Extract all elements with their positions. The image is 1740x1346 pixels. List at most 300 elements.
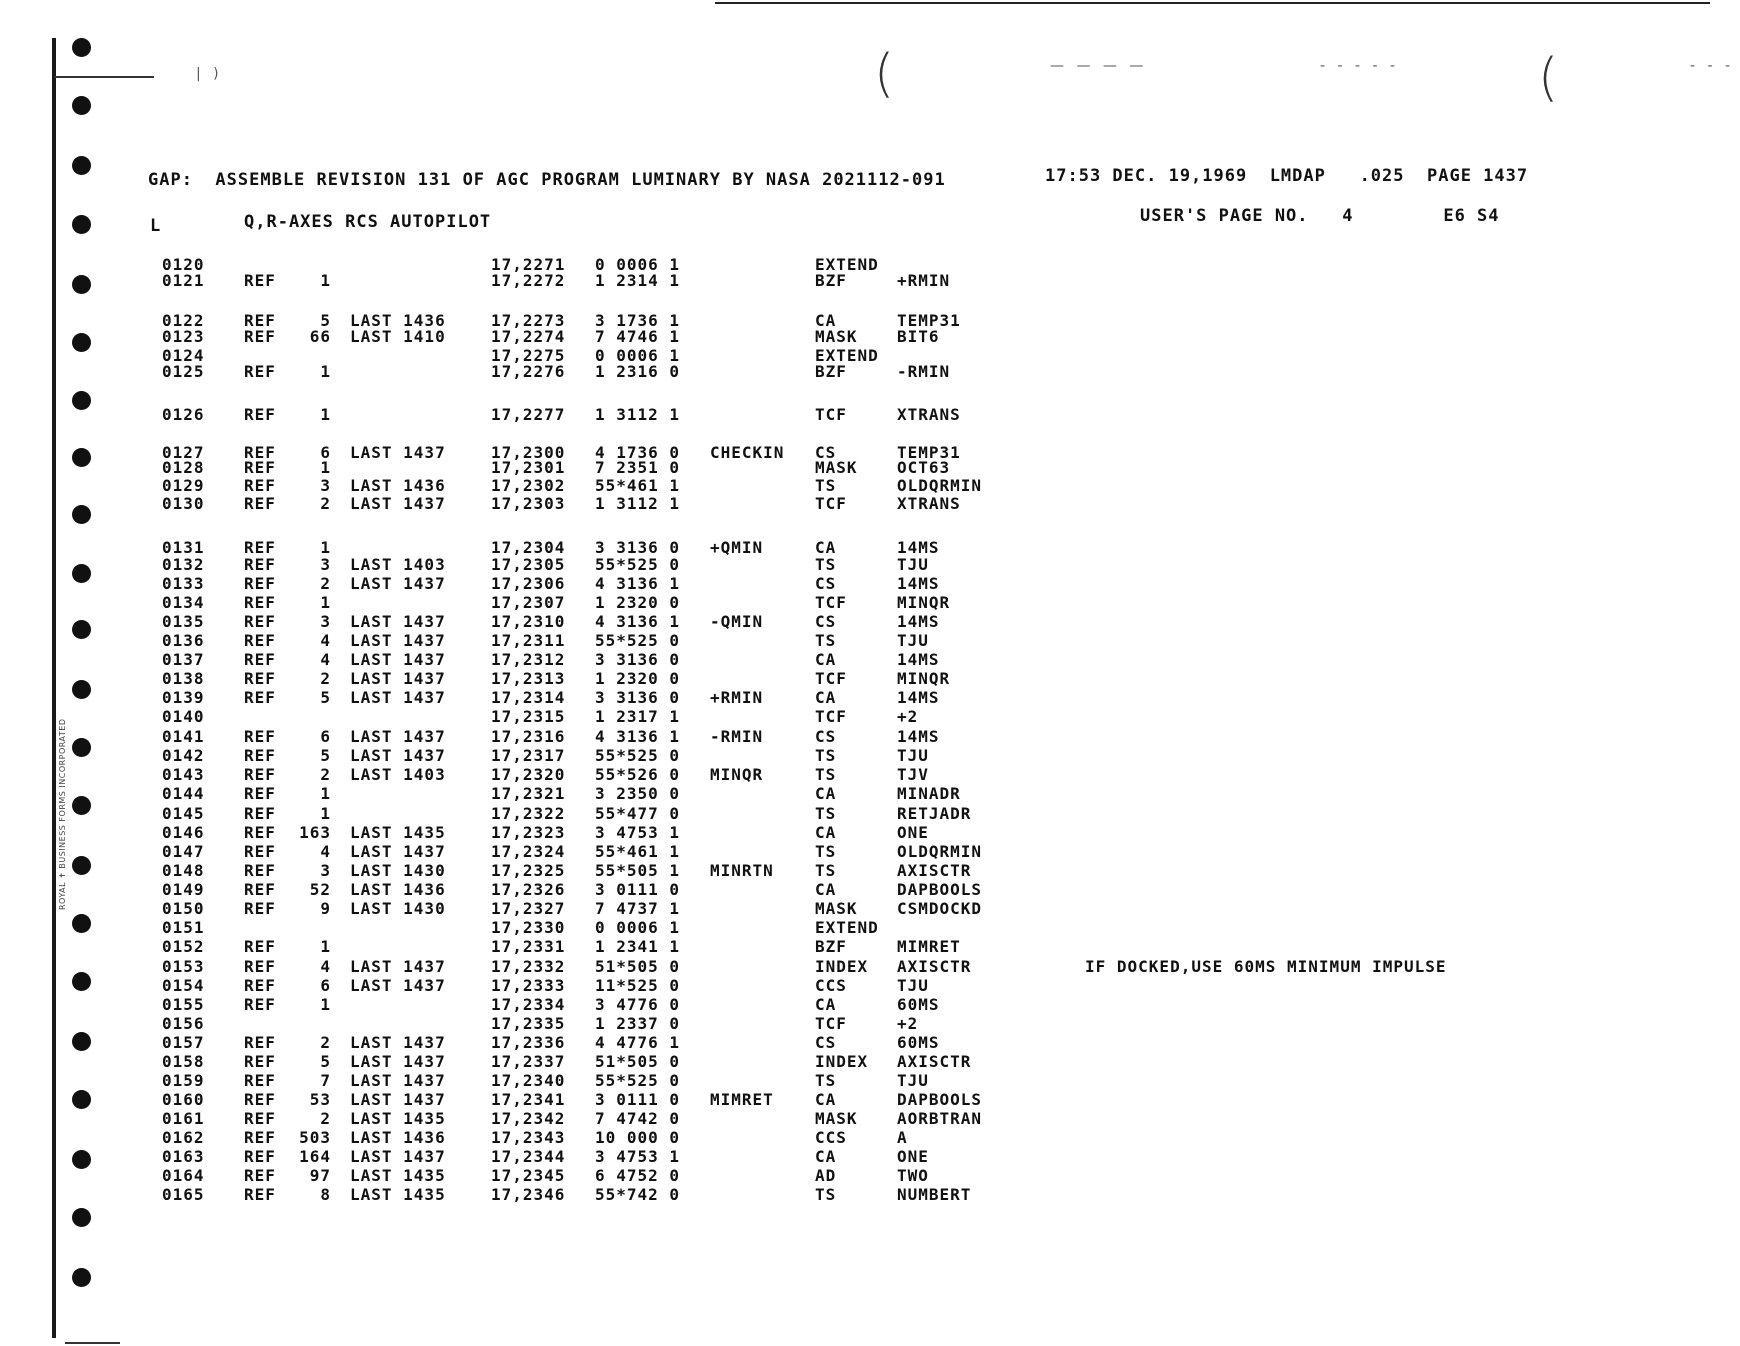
object-code: 55*525 0 (595, 1071, 681, 1090)
address: 17,2276 (491, 362, 566, 381)
ref-count: 2 (320, 494, 331, 513)
address: 17,2301 (491, 458, 566, 477)
symbol-label: +RMIN (710, 688, 764, 707)
operand: AXISCTR (897, 957, 972, 976)
object-code: 55*525 0 (595, 555, 681, 574)
feed-hole (72, 156, 91, 175)
ref-count: 53 (309, 1090, 331, 1109)
table-row (0, 918, 1740, 938)
operand: TJU (897, 976, 929, 995)
opcode: TCF (815, 593, 847, 612)
line-number: 0138 (162, 669, 205, 688)
address: 17,2333 (491, 976, 566, 995)
top-rule (715, 2, 1710, 4)
ref-count: 1 (320, 271, 331, 290)
operand: RETJADR (897, 804, 972, 823)
table-row (0, 688, 1740, 708)
address: 17,2271 (491, 255, 566, 274)
header-timestamp: 17:53 DEC. 19,1969 LMDAP .025 PAGE 1437 (1045, 166, 1529, 186)
opcode: TS (815, 1071, 837, 1090)
table-row (0, 1033, 1740, 1053)
opcode: CA (815, 995, 837, 1014)
ref-count: 1 (320, 362, 331, 381)
operand: AXISCTR (897, 1052, 972, 1071)
address: 17,2306 (491, 574, 566, 593)
ref-count: 2 (320, 574, 331, 593)
operand: 14MS (897, 727, 940, 746)
ref-label: REF (244, 976, 276, 995)
line-number: 0152 (162, 937, 205, 956)
ref-count: 6 (320, 727, 331, 746)
last-page: LAST 1437 (350, 727, 446, 746)
line-number: 0120 (162, 255, 205, 274)
ref-label: REF (244, 574, 276, 593)
address: 17,2300 (491, 443, 566, 462)
opcode: BZF (815, 271, 847, 290)
ref-count: 5 (320, 688, 331, 707)
ref-count: 3 (320, 555, 331, 574)
last-page: LAST 1437 (350, 650, 446, 669)
symbol-label: MIMRET (710, 1090, 774, 1109)
address: 17,2326 (491, 880, 566, 899)
address: 17,2310 (491, 612, 566, 631)
object-code: 4 4776 1 (595, 1033, 681, 1052)
operand: 14MS (897, 574, 940, 593)
last-page: LAST 1430 (350, 861, 446, 880)
last-page: LAST 1437 (350, 1147, 446, 1166)
line-number: 0130 (162, 494, 205, 513)
opcode: CA (815, 880, 837, 899)
operand: XTRANS (897, 494, 961, 513)
operand: MINQR (897, 593, 951, 612)
last-page: LAST 1437 (350, 574, 446, 593)
address: 17,2273 (491, 311, 566, 330)
object-code: 55*525 0 (595, 746, 681, 765)
object-code: 3 3136 0 (595, 650, 681, 669)
line-number: 0157 (162, 1033, 205, 1052)
table-row (0, 631, 1740, 651)
operand: TJU (897, 746, 929, 765)
object-code: 4 3136 1 (595, 727, 681, 746)
ref-label: REF (244, 1147, 276, 1166)
last-page: LAST 1437 (350, 688, 446, 707)
table-row (0, 1166, 1740, 1186)
table-row (0, 271, 1740, 291)
object-code: 3 2350 0 (595, 784, 681, 803)
address: 17,2323 (491, 823, 566, 842)
scan-mark: - - - (1690, 58, 1735, 74)
last-page: LAST 1436 (350, 880, 446, 899)
operand: ONE (897, 823, 929, 842)
object-code: 55*526 0 (595, 765, 681, 784)
ref-count: 2 (320, 1033, 331, 1052)
object-code: 7 4742 0 (595, 1109, 681, 1128)
line-number: 0121 (162, 271, 205, 290)
opcode: TS (815, 1185, 837, 1204)
line-number: 0146 (162, 823, 205, 842)
table-row (0, 458, 1740, 478)
line-number: 0165 (162, 1185, 205, 1204)
address: 17,2304 (491, 538, 566, 557)
scan-mark: ( (874, 44, 895, 104)
ref-label: REF (244, 538, 276, 557)
ref-label: REF (244, 271, 276, 290)
object-code: 0 0006 1 (595, 346, 681, 365)
ref-label: REF (244, 937, 276, 956)
last-page: LAST 1435 (350, 823, 446, 842)
ref-label: REF (244, 494, 276, 513)
ref-count: 52 (309, 880, 331, 899)
table-row (0, 574, 1740, 594)
operand: TJV (897, 765, 929, 784)
operand: 14MS (897, 688, 940, 707)
object-code: 3 3136 0 (595, 688, 681, 707)
address: 17,2302 (491, 476, 566, 495)
address: 17,2317 (491, 746, 566, 765)
ref-count: 7 (320, 1071, 331, 1090)
ref-label: REF (244, 1109, 276, 1128)
ref-label: REF (244, 311, 276, 330)
opcode: CA (815, 1147, 837, 1166)
line-number: 0148 (162, 861, 205, 880)
last-page: LAST 1403 (350, 555, 446, 574)
operand: +RMIN (897, 271, 951, 290)
line-number: 0141 (162, 727, 205, 746)
table-row (0, 1014, 1740, 1034)
table-row (0, 707, 1740, 727)
ref-count: 2 (320, 669, 331, 688)
opcode: CA (815, 1090, 837, 1109)
last-page: LAST 1437 (350, 443, 446, 462)
operand: BIT6 (897, 327, 940, 346)
feed-hole (72, 38, 91, 57)
opcode: INDEX (815, 1052, 869, 1071)
operand: OCT63 (897, 458, 951, 477)
operand: DAPBOOLS (897, 1090, 983, 1109)
object-code: 6 4752 0 (595, 1166, 681, 1185)
symbol-label: CHECKIN (710, 443, 785, 462)
ref-count: 3 (320, 476, 331, 495)
last-page: LAST 1437 (350, 631, 446, 650)
ref-label: REF (244, 476, 276, 495)
opcode: TS (815, 555, 837, 574)
address: 17,2274 (491, 327, 566, 346)
ref-count: 163 (299, 823, 331, 842)
table-row (0, 612, 1740, 632)
opcode: CCS (815, 1128, 847, 1147)
address: 17,2272 (491, 271, 566, 290)
ref-label: REF (244, 1071, 276, 1090)
address: 17,2315 (491, 707, 566, 726)
opcode: EXTEND (815, 255, 879, 274)
address: 17,2330 (491, 918, 566, 937)
side-print: ROYAL ✝ BUSINESS FORMS INCORPORATED (58, 718, 67, 910)
table-row (0, 476, 1740, 496)
last-page: LAST 1437 (350, 1033, 446, 1052)
bottom-tick (65, 1342, 120, 1344)
address: 17,2277 (491, 405, 566, 424)
object-code: 1 3112 1 (595, 494, 681, 513)
opcode: EXTEND (815, 346, 879, 365)
ref-count: 4 (320, 957, 331, 976)
ref-label: REF (244, 1128, 276, 1147)
object-code: 1 2317 1 (595, 707, 681, 726)
table-row (0, 746, 1740, 766)
address: 17,2335 (491, 1014, 566, 1033)
scan-mark: | ) (196, 66, 223, 82)
opcode: TS (815, 842, 837, 861)
ref-count: 164 (299, 1147, 331, 1166)
ref-count: 1 (320, 804, 331, 823)
last-page: LAST 1437 (350, 842, 446, 861)
opcode: CA (815, 650, 837, 669)
line-number: 0139 (162, 688, 205, 707)
object-code: 55*461 1 (595, 842, 681, 861)
line-number: 0150 (162, 899, 205, 918)
address: 17,2331 (491, 937, 566, 956)
last-page: LAST 1436 (350, 1128, 446, 1147)
last-page: LAST 1435 (350, 1185, 446, 1204)
line-number: 0131 (162, 538, 205, 557)
operand: MINADR (897, 784, 961, 803)
table-row (0, 784, 1740, 804)
last-page: LAST 1437 (350, 957, 446, 976)
table-row (0, 804, 1740, 824)
object-code: 3 4776 0 (595, 995, 681, 1014)
ref-label: REF (244, 727, 276, 746)
opcode: MASK (815, 1109, 858, 1128)
margin-tick (54, 76, 154, 78)
line-number: 0151 (162, 918, 205, 937)
opcode: CA (815, 823, 837, 842)
address: 17,2320 (491, 765, 566, 784)
opcode: BZF (815, 937, 847, 956)
table-row (0, 765, 1740, 785)
opcode: TCF (815, 405, 847, 424)
address: 17,2325 (491, 861, 566, 880)
line-number: 0164 (162, 1166, 205, 1185)
line-number: 0135 (162, 612, 205, 631)
object-code: 55*477 0 (595, 804, 681, 823)
opcode: TS (815, 476, 837, 495)
ref-label: REF (244, 362, 276, 381)
ref-count: 1 (320, 937, 331, 956)
line-number: 0154 (162, 976, 205, 995)
opcode: CA (815, 784, 837, 803)
object-code: 3 0111 0 (595, 1090, 681, 1109)
ref-count: 8 (320, 1185, 331, 1204)
address: 17,2322 (491, 804, 566, 823)
feed-hole (72, 1208, 91, 1227)
line-number: 0123 (162, 327, 205, 346)
last-page: LAST 1437 (350, 746, 446, 765)
address: 17,2311 (491, 631, 566, 650)
table-row (0, 1128, 1740, 1148)
last-page: LAST 1436 (350, 311, 446, 330)
table-row (0, 842, 1740, 862)
opcode: TS (815, 746, 837, 765)
line-number: 0140 (162, 707, 205, 726)
ref-label: REF (244, 899, 276, 918)
last-page: LAST 1437 (350, 669, 446, 688)
opcode: CS (815, 443, 837, 462)
opcode: TCF (815, 669, 847, 688)
ref-label: REF (244, 880, 276, 899)
ref-count: 503 (299, 1128, 331, 1147)
ref-count: 66 (309, 327, 331, 346)
object-code: 3 1736 1 (595, 311, 681, 330)
ref-label: REF (244, 1185, 276, 1204)
opcode: CS (815, 727, 837, 746)
address: 17,2307 (491, 593, 566, 612)
line-number: 0142 (162, 746, 205, 765)
opcode: CCS (815, 976, 847, 995)
opcode: BZF (815, 362, 847, 381)
line-number: 0136 (162, 631, 205, 650)
feed-hole (72, 215, 91, 234)
line-number: 0149 (162, 880, 205, 899)
object-code: 7 4746 1 (595, 327, 681, 346)
ref-label: REF (244, 458, 276, 477)
opcode: CA (815, 538, 837, 557)
operand: 14MS (897, 612, 940, 631)
ref-label: REF (244, 650, 276, 669)
object-code: 55*742 0 (595, 1185, 681, 1204)
last-page: LAST 1436 (350, 476, 446, 495)
symbol-label: -RMIN (710, 727, 764, 746)
scan-mark: — — — — (1050, 58, 1148, 74)
header-flag: L (150, 216, 162, 236)
table-row (0, 405, 1740, 425)
object-code: 3 0111 0 (595, 880, 681, 899)
address: 17,2336 (491, 1033, 566, 1052)
ref-label: REF (244, 957, 276, 976)
object-code: 55*461 1 (595, 476, 681, 495)
line-number: 0129 (162, 476, 205, 495)
operand: MIMRET (897, 937, 961, 956)
table-row (0, 1185, 1740, 1205)
ref-label: REF (244, 443, 276, 462)
operand: +2 (897, 1014, 919, 1033)
table-row (0, 1071, 1740, 1091)
ref-label: REF (244, 631, 276, 650)
address: 17,2316 (491, 727, 566, 746)
address: 17,2305 (491, 555, 566, 574)
table-row (0, 976, 1740, 996)
table-row (0, 995, 1740, 1015)
ref-count: 2 (320, 765, 331, 784)
operand: NUMBERT (897, 1185, 972, 1204)
table-row (0, 555, 1740, 575)
object-code: 1 2320 0 (595, 593, 681, 612)
ref-label: REF (244, 995, 276, 1014)
ref-count: 5 (320, 746, 331, 765)
address: 17,2327 (491, 899, 566, 918)
table-row (0, 669, 1740, 689)
object-code: 1 2320 0 (595, 669, 681, 688)
ref-count: 6 (320, 976, 331, 995)
operand: TJU (897, 631, 929, 650)
ref-count: 1 (320, 405, 331, 424)
last-page: LAST 1435 (350, 1166, 446, 1185)
ref-label: REF (244, 669, 276, 688)
operand: OLDQRMIN (897, 476, 983, 495)
line-number: 0156 (162, 1014, 205, 1033)
ref-count: 1 (320, 593, 331, 612)
scan-mark: ( (1538, 48, 1559, 108)
line-number: 0128 (162, 458, 205, 477)
address: 17,2332 (491, 957, 566, 976)
ref-label: REF (244, 327, 276, 346)
ref-label: REF (244, 861, 276, 880)
opcode: EXTEND (815, 918, 879, 937)
last-page: LAST 1430 (350, 899, 446, 918)
table-row (0, 880, 1740, 900)
line-number: 0155 (162, 995, 205, 1014)
table-row (0, 937, 1740, 957)
operand: 14MS (897, 538, 940, 557)
address: 17,2342 (491, 1109, 566, 1128)
operand: OLDQRMIN (897, 842, 983, 861)
table-row (0, 957, 1740, 977)
last-page: LAST 1437 (350, 1071, 446, 1090)
table-row (0, 650, 1740, 670)
ref-label: REF (244, 1090, 276, 1109)
ref-label: REF (244, 1166, 276, 1185)
object-code: 11*525 0 (595, 976, 681, 995)
symbol-label: -QMIN (710, 612, 764, 631)
address: 17,2324 (491, 842, 566, 861)
address: 17,2337 (491, 1052, 566, 1071)
line-number: 0137 (162, 650, 205, 669)
table-row (0, 494, 1740, 514)
line-number: 0143 (162, 765, 205, 784)
opcode: CS (815, 1033, 837, 1052)
ref-count: 1 (320, 458, 331, 477)
symbol-label: MINRTN (710, 861, 774, 880)
line-number: 0125 (162, 362, 205, 381)
line-number: 0127 (162, 443, 205, 462)
address: 17,2344 (491, 1147, 566, 1166)
table-row (0, 593, 1740, 613)
ref-label: REF (244, 1052, 276, 1071)
object-code: 55*505 1 (595, 861, 681, 880)
address: 17,2275 (491, 346, 566, 365)
table-row (0, 899, 1740, 919)
last-page: LAST 1437 (350, 976, 446, 995)
operand: XTRANS (897, 405, 961, 424)
ref-label: REF (244, 555, 276, 574)
table-row (0, 1090, 1740, 1110)
opcode: CS (815, 574, 837, 593)
line-number: 0147 (162, 842, 205, 861)
opcode: TS (815, 804, 837, 823)
line-number: 0161 (162, 1109, 205, 1128)
last-page: LAST 1437 (350, 494, 446, 513)
address: 17,2321 (491, 784, 566, 803)
opcode: MASK (815, 899, 858, 918)
header-title: GAP: ASSEMBLE REVISION 131 OF AGC PROGRAM LUMINARY BY NASA 2021112-091 (148, 170, 946, 190)
operand: TEMP31 (897, 311, 961, 330)
ref-count: 1 (320, 784, 331, 803)
inline-comment: IF DOCKED,USE 60MS MINIMUM IMPULSE (1085, 957, 1447, 976)
scan-mark: - - - - - (1320, 58, 1400, 74)
operand: TEMP31 (897, 443, 961, 462)
ref-label: REF (244, 765, 276, 784)
ref-count: 97 (309, 1166, 331, 1185)
table-row (0, 1052, 1740, 1072)
table-row (0, 1147, 1740, 1167)
